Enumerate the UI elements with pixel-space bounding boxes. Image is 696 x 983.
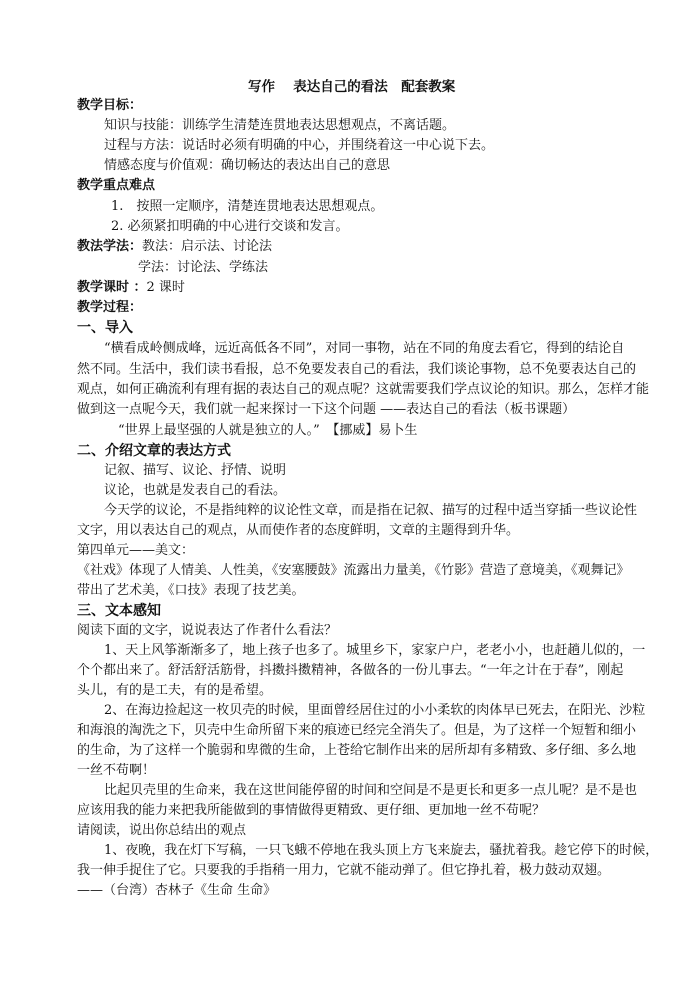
paragraph-line: 文字，用以表达自己的观点，从而使作者的态度鲜明，文章的主题得到升华。 [77, 523, 520, 538]
quote-source: 【挪威】易卜生 [332, 423, 418, 438]
paragraph-line: 今天学的议论，不是指纯粹的议论性文章，而是指在记叙、描写的过程中适当穿插一些议论性 [104, 503, 638, 518]
teaching-method: 教法：启示法、讨论法 [142, 239, 273, 254]
paragraph-line: 请阅读，说出你总结出的观点 [77, 823, 247, 838]
paragraph-line: 1、天上风筝渐渐多了，地上孩子也多了。城里乡下，家家户户，老老小小，也赶趟儿似的，一 [104, 643, 646, 658]
keypoint-item: 2. 必须紧扣明确的中心进行交谈和发言。 [111, 219, 349, 234]
paragraph-line: “横看成岭侧成峰，远近高低各不同”，对同一事物，站在不同的角度去看它，得到的结论自 [104, 341, 625, 356]
paragraph-line: 个个都出来了。舒活舒活筋骨，抖擞抖擞精神，各做各的一份儿事去。“一年之计在于春”，刚起 [77, 663, 624, 678]
paragraph-line: 记叙、描写、议论、抒情、说明 [104, 463, 287, 478]
paragraph-line: 1、夜晚，我在灯下写稿，一只飞蛾不停地在我头顶上方飞来旋去，骚扰着我。趁它停下的时候， [104, 843, 659, 858]
keypoints-heading: 教学重点难点 [77, 178, 156, 193]
hours-heading: 教学课时 ： [77, 280, 147, 295]
learning-method: 学法：讨论法、学练法 [138, 260, 269, 275]
unit-line: 第四单元——美文： [77, 543, 195, 558]
keypoint-item: 1. 按照一定顺序，清楚连贯地表达思想观点。 [111, 199, 384, 214]
section-2-heading: 二、介绍文章的表达方式 [77, 443, 231, 459]
goal-item: 知识与技能：训练学生清楚连贯地表达思想观点，不离话题。 [104, 118, 456, 133]
paragraph-line: 然不同。生活中，我们读书看报，总不免要发表自己的看法，我们谈论事物，总不免要表达自己的 [77, 362, 637, 377]
goal-item: 情感态度与价值观：确切畅达的表达出自己的意思 [104, 158, 391, 173]
hours-value: 2 课时 [146, 280, 185, 295]
paragraph-line: 做到这一点呢今天，我们就一起来探讨一下这个问题 ——表达自己的看法（板书课题） [77, 402, 576, 417]
methods-heading: 教法学法： [77, 239, 143, 254]
paragraph-line: 观点，如何正确流利有理有据的表达自己的观点呢？这就需要我们学点议论的知识。那么，怎样才能 [77, 382, 650, 397]
goals-heading: 教学目标： [77, 98, 143, 113]
paragraph-line: 头儿，有的是工夫，有的是希望。 [77, 683, 273, 698]
source-line: ——（台湾）杏林子《生命 生命》 [77, 883, 277, 898]
section-1-heading: 一、导入 [77, 320, 133, 336]
goal-item: 过程与方法：说话时必须有明确的中心，并围绕着这一中心说下去。 [104, 138, 495, 153]
paragraph-line: 议论，也就是发表自己的看法。 [104, 483, 287, 498]
quote-text: “世界上最坚强的人就是独立的人。” [118, 423, 320, 438]
process-heading: 教学过程： [77, 300, 143, 315]
hours-row [77, 280, 185, 296]
methods-row [77, 239, 272, 255]
paragraph-line: 我一伸手捉住了它。只要我的手指稍一用力，它就不能动弹了。但它挣扎着，极力鼓动双翅。 [77, 863, 611, 878]
paragraph-line: 应该用我的能力来把我所能做到的事情做得更精致、更仔细、更加地一丝不苟呢？ [77, 803, 546, 818]
paragraph-line: 2、在海边捡起这一枚贝壳的时候，里面曾经居住过的小小柔软的肉体早已死去，在阳光、沙粒 [104, 703, 646, 718]
paragraph-line: 阅读下面的文字，说说表达了作者什么看法？ [77, 623, 338, 638]
paragraph-line: 和海浪的淘洗之下，贝壳中生命所留下来的痕迹已经完全消失了。但是，为了这样一个短暂和细小 [77, 723, 637, 738]
paragraph-line: 的生命，为了这样一个脆弱和卑微的生命，上苍给它制作出来的居所却有多精致、多仔细、多么地 [77, 743, 637, 758]
section-3-heading: 三、文本感知 [77, 603, 161, 619]
quote-line [118, 423, 417, 439]
document-title: 写作 表达自己的看法 配套教案 [248, 79, 456, 95]
paragraph-line: 《社戏》体现了人情美、人性美，《安塞腰鼓》流露出力量美，《竹影》营造了意境美，《观舞记》 [77, 563, 630, 578]
paragraph-line: 一丝不苟啊！ [77, 763, 156, 778]
paragraph-line: 比起贝壳里的生命来，我在这世间能停留的时间和空间是不是更长和更多一点儿呢？是不是也 [104, 783, 638, 798]
paragraph-line: 带出了艺术美，《口技》表现了技艺美。 [77, 583, 305, 598]
